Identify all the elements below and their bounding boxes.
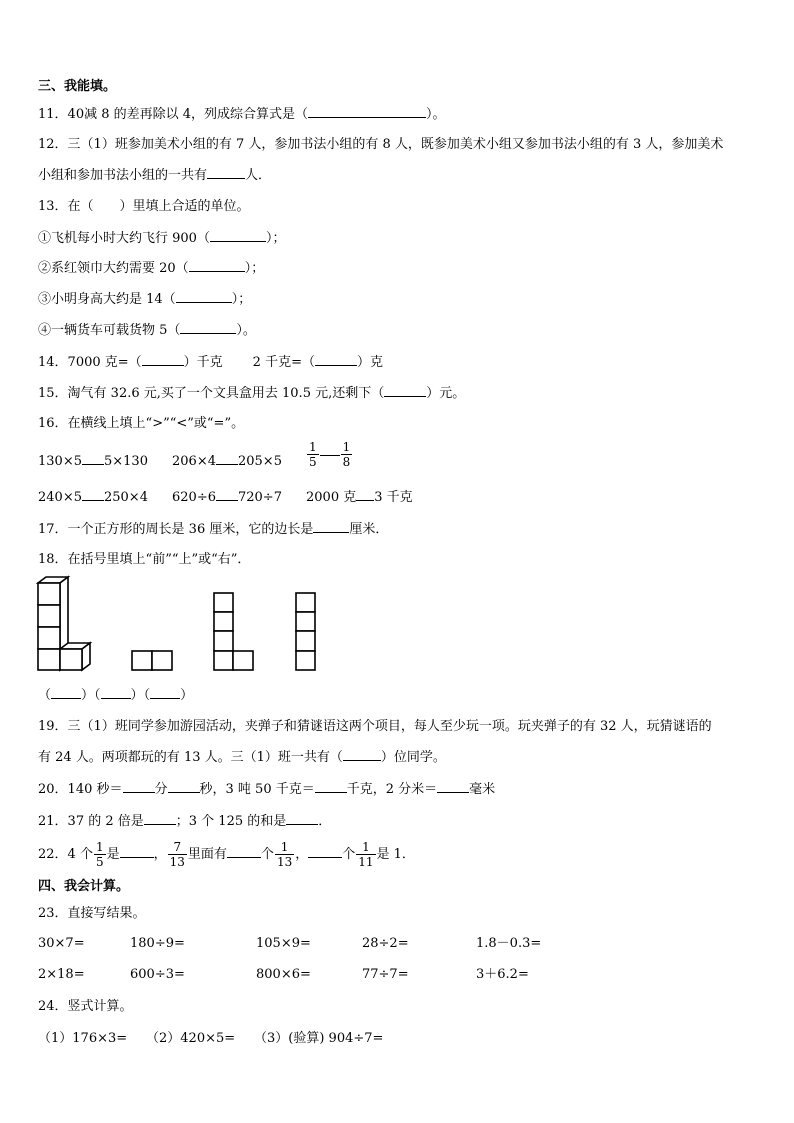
answer-blank[interactable] — [150, 686, 180, 699]
question-12-cont: 小组和参加书法小组的一共有 人． — [38, 168, 272, 183]
calc-1-2: 180÷9= — [130, 936, 185, 951]
fraction: $\frac{1}{13}$ — [276, 840, 293, 869]
question-12: 12．三（1）班参加美术小组的有 7 人，参加书法小组的有 8 人，既参加美术小组又参加书法小组的有 3 人，参加美术 — [38, 137, 724, 152]
answer-blank[interactable] — [315, 780, 347, 793]
answer-blank[interactable] — [120, 845, 154, 858]
vertical-calc-3: （3）(验算) 904÷7= — [254, 1031, 384, 1046]
question-13-item4: ④一辆货车可载货物 5（ ）。 — [38, 323, 256, 338]
front-view — [132, 651, 172, 670]
compare-5: 620÷6 720÷7 — [172, 490, 282, 505]
question-24: 24．竖式计算。 — [38, 999, 133, 1014]
answer-blank[interactable] — [168, 780, 200, 793]
calc-2-3: 800×6= — [256, 967, 311, 982]
calc-2-1: 2×18= — [38, 967, 85, 982]
question-13: 13．在（ ）里填上合适的单位。 — [38, 199, 250, 214]
fraction: $\frac{1}{8}$ — [342, 440, 351, 469]
compare-2: 206×4 205×5 — [172, 454, 282, 469]
vertical-calc-1: （1）176×3= — [38, 1031, 128, 1046]
answer-blank[interactable] — [144, 812, 176, 825]
answer-blank[interactable] — [437, 780, 469, 793]
question-23: 23．直接写结果。 — [38, 906, 146, 921]
question-21: 21．37 的 2 倍是 ；3 个 125 的和是 ． — [38, 814, 332, 829]
calc-1-1: 30×7= — [38, 936, 85, 951]
answer-blank[interactable] — [227, 845, 261, 858]
question-14: 14．7000 克=（ ）千克 2 千克=（ ）克 — [38, 355, 383, 370]
calc-1-5: 1.8－0.3= — [476, 936, 542, 951]
answer-blank[interactable] — [51, 686, 81, 699]
compare-6: 2000 克 3 千克 — [306, 490, 413, 505]
fraction: $\frac{1}{11}$ — [358, 840, 374, 869]
question-11: 11．40减 8 的差再除以 4，列成综合算式是（ ）。 — [38, 107, 446, 122]
fraction: $\frac{1}{5}$ — [95, 840, 104, 869]
calc-2-5: 3＋6.2= — [476, 967, 529, 982]
question-13-item1: ①飞机每小时大约飞行 900（ ）； — [38, 231, 286, 246]
answer-blank[interactable] — [343, 748, 381, 761]
side-view — [214, 593, 253, 670]
question-18: 18．在括号里填上“前”“上”或“右”． — [38, 552, 251, 567]
question-13-item3: ③小明身高大约是 14（ ）； — [38, 292, 252, 307]
calc-1-3: 105×9= — [256, 936, 311, 951]
fraction: $\frac{7}{13}$ — [169, 840, 185, 869]
question-17: 17．一个正方形的周长是 36 厘米，它的边长是 厘米． — [38, 522, 389, 537]
question-19-cont: 有 24 人。两项都玩的有 13 人。三（1）班一共有（ ）位同学。 — [38, 750, 446, 765]
question-22: 22．4 个 $\frac{1}{5}$ 是 ， $\frac{7}{13}$ 里面有 个 $\frac{1}{13}$ ， 个 $\frac{1}{11}$ 是 1． — [38, 840, 415, 869]
compare-1: 130×5 5×130 — [38, 454, 148, 469]
question-20: 20．140 秒＝ 分 秒，3 吨 50 千克＝ 千克，2 分米＝ 毫米 — [38, 782, 496, 797]
cube-solid-3d — [38, 577, 90, 670]
compare-4: 240×5 250×4 — [38, 490, 148, 505]
section-three-heading: 三、我能填。 — [38, 79, 117, 94]
calc-2-4: 77÷7= — [362, 967, 409, 982]
answer-blank[interactable] — [123, 780, 155, 793]
calc-2-2: 600÷3= — [130, 967, 185, 982]
answer-blank[interactable] — [308, 845, 342, 858]
question-19: 19．三（1）班同学参加游园活动，夹弹子和猜谜语这两个项目，每人至少玩一项。玩夹弹子的有 32 人，玩猜谜语的 — [38, 719, 712, 734]
calc-1-4: 28÷2= — [362, 936, 409, 951]
answer-blank[interactable] — [101, 686, 131, 699]
fraction: $\frac{1}{5}$ — [309, 440, 317, 469]
question-18-answers: （ ）（ ）（ ） — [38, 688, 194, 703]
question-13-item2: ②系红领巾大约需要 20（ ）； — [38, 261, 265, 276]
vertical-calc-2: （2）420×5= — [146, 1031, 236, 1046]
question-16: 16．在横线上填上“>”“<”或“=”。 — [38, 416, 245, 431]
section-four-heading: 四、我会计算。 — [38, 879, 130, 894]
question-15: 15．淘气有 32.6 元,买了一个文具盒用去 10.5 元,还剩下（ ）元。 — [38, 386, 466, 401]
answer-blank[interactable] — [286, 812, 318, 825]
top-view — [296, 593, 315, 670]
